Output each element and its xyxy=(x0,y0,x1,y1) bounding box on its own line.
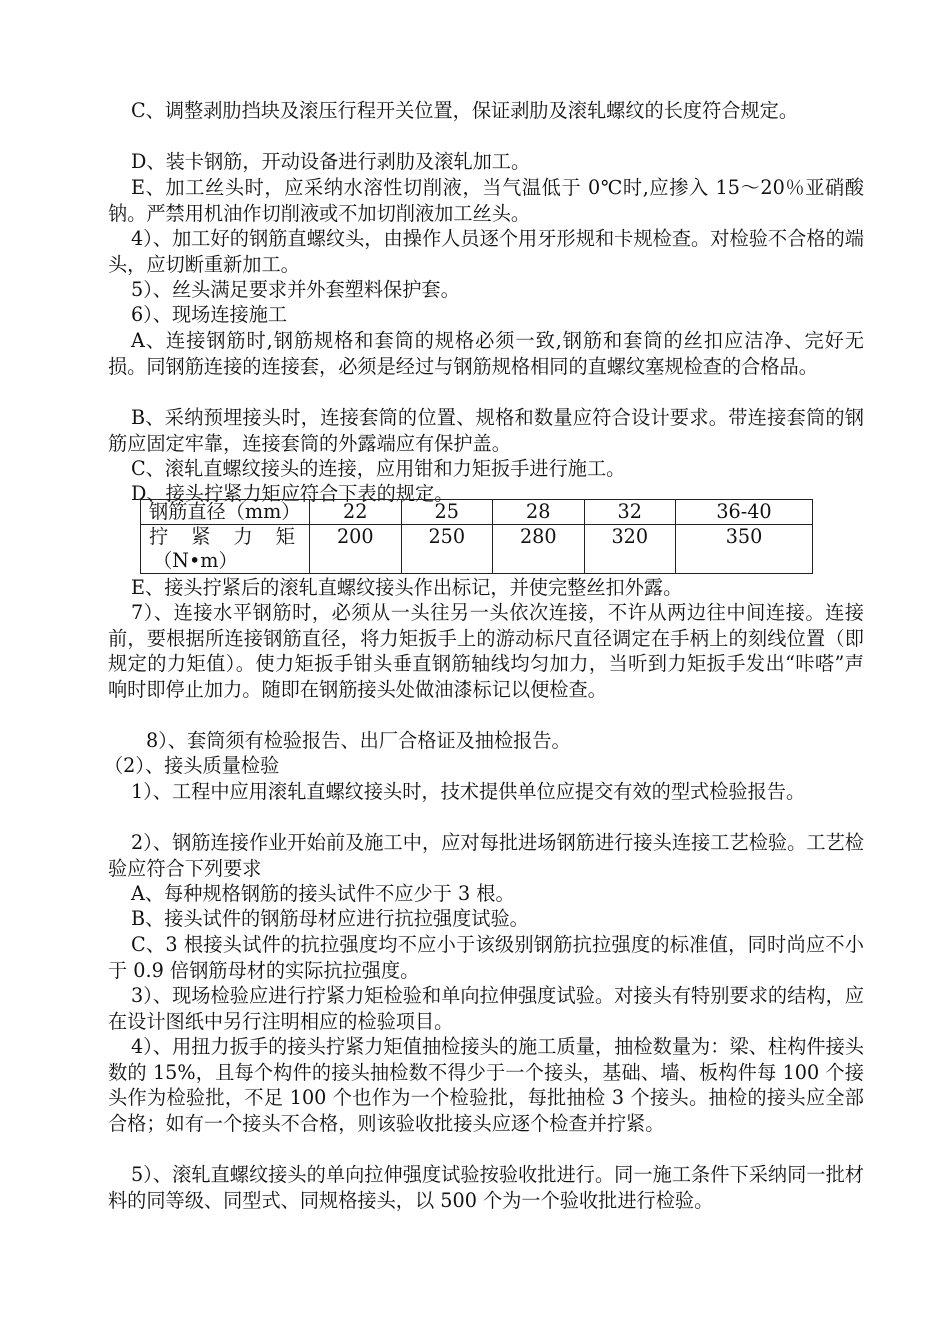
row-label-char: 拧 xyxy=(149,525,169,548)
row-label-char: 力 xyxy=(233,525,253,548)
torque-table xyxy=(140,499,813,574)
paragraph: 1）、工程中应用滚轧直螺纹接头时，技术提供单位应提交有效的型式检验报告。 xyxy=(131,780,806,803)
table-row xyxy=(141,525,813,574)
paragraph: A、每种规格钢筋的接头试件不应少于 3 根。 xyxy=(131,882,515,905)
table-row xyxy=(141,500,813,525)
paragraph: 8）、套筒须有检验报告、出厂合格证及抽检报告。 xyxy=(146,729,571,752)
paragraph: C、3 根接头试件的抗拉强度均不应小于该级别钢筋抗拉强度的标准值，同时尚应不小于 0.9 倍钢筋母材的实际抗拉强度。 xyxy=(108,933,864,982)
paragraph: E、加工丝头时，应采纳水溶性切削液，当气温低于 0℃时,应掺入 15～20％亚硝酸钠。严禁用机油作切削液或不加切削液加工丝头。 xyxy=(108,176,864,225)
table-cell: 36-40 xyxy=(676,500,813,525)
paragraph: 7）、连接水平钢筋时，必须从一头往另一头依次连接，不许从两边往中间连接。连接前，要根据所连接钢筋直径，将力矩扳手上的游动标尺直径调定在手柄上的刻线位置（即规定的力矩值）。使力矩扳手钳头垂直钢筋轴线均匀加力，当听到力矩扳手发出“咔嗒”声响时即停止加力。随即在钢筋接头处做油漆标记以便检查。 xyxy=(108,601,864,701)
paragraph: 2）、钢筋连接作业开始前及施工中，应对每批进场钢筋进行接头连接工艺检验。工艺检验应符合下列要求 xyxy=(108,831,864,880)
section-heading: （2）、接头质量检验 xyxy=(104,754,280,777)
paragraph: 5）、丝头满足要求并外套塑料保护套。 xyxy=(131,278,460,301)
paragraph: C、调整剥肋挡块及滚压行程开关位置，保证剥肋及滚轧螺纹的长度符合规定。 xyxy=(131,99,799,122)
table-cell: 350 xyxy=(676,525,813,574)
table-cell: 22 xyxy=(310,500,402,525)
table-cell: 280 xyxy=(493,525,585,574)
paragraph: 3）、现场检验应进行拧紧力矩检验和单向拉伸强度试验。对接头有特别要求的结构，应在设计图纸中另行注明相应的检验项目。 xyxy=(108,984,864,1033)
table-cell: 250 xyxy=(401,525,493,574)
table-cell: 320 xyxy=(584,525,676,574)
paragraph: C、滚轧直螺纹接头的连接，应用钳和力矩扳手进行施工。 xyxy=(131,457,626,480)
paragraph: D、装卡钢筋，开动设备进行剥肋及滚轧加工。 xyxy=(131,150,531,173)
paragraph: 5）、滚轧直螺纹接头的单向拉伸强度试验按验收批进行。同一施工条件下采纳同一批材料的同等级、同型式、同规格接头，以 500 个为一个验收批进行检验。 xyxy=(108,1163,864,1212)
row-label-char: 紧 xyxy=(191,525,211,548)
paragraph: B、采纳预埋接头时，连接套筒的位置、规格和数量应符合设计要求。带连接套筒的钢筋应固定牢靠，连接套筒的外露端应有保护盖。 xyxy=(108,406,864,455)
row-label-unit: （N•m） xyxy=(153,549,238,572)
paragraph: B、接头试件的钢筋母材应进行抗拉强度试验。 xyxy=(131,907,529,930)
table-cell: 28 xyxy=(493,500,585,525)
table-cell: 200 xyxy=(310,525,402,574)
paragraph: A、连接钢筋时,钢筋规格和套筒的规格必须一致,钢筋和套筒的丝扣应洁净、完好无损。同钢筋连接的连接套，必须是经过与钢筋规格相同的直螺纹塞规检查的合格品。 xyxy=(108,329,864,378)
table-cell: 32 xyxy=(584,500,676,525)
paragraph: D、接头拧紧力矩应符合下表的规定。 xyxy=(131,482,454,505)
paragraph: 4）、加工好的钢筋直螺纹头，由操作人员逐个用牙形规和卡规检查。对检验不合格的端头，应切断重新加工。 xyxy=(108,227,864,276)
table-cell: 25 xyxy=(401,500,493,525)
table-header-label: 钢筋直径（mm） xyxy=(141,500,310,525)
row-label-char: 矩 xyxy=(275,525,295,548)
paragraph: 4）、用扭力扳手的接头拧紧力矩值抽检接头的施工质量，抽检数量为：梁、柱构件接头数的 15%，且每个构件的接头抽检数不得少于一个接头，基础、墙、板构件每 100 个接头作为检验批，不足 100 个也作为一个检验批，每批抽检 3 个接头。抽检的接头应全部合格；如有一个接头不合格，则该验收批接头应逐个检查并拧紧。 xyxy=(108,1035,864,1135)
paragraph: E、接头拧紧后的滚轧直螺纹接头作出标记，并使完整丝扣外露。 xyxy=(131,576,683,599)
section-heading: 6）、现场连接施工 xyxy=(131,303,288,326)
table-row-label xyxy=(141,525,310,574)
